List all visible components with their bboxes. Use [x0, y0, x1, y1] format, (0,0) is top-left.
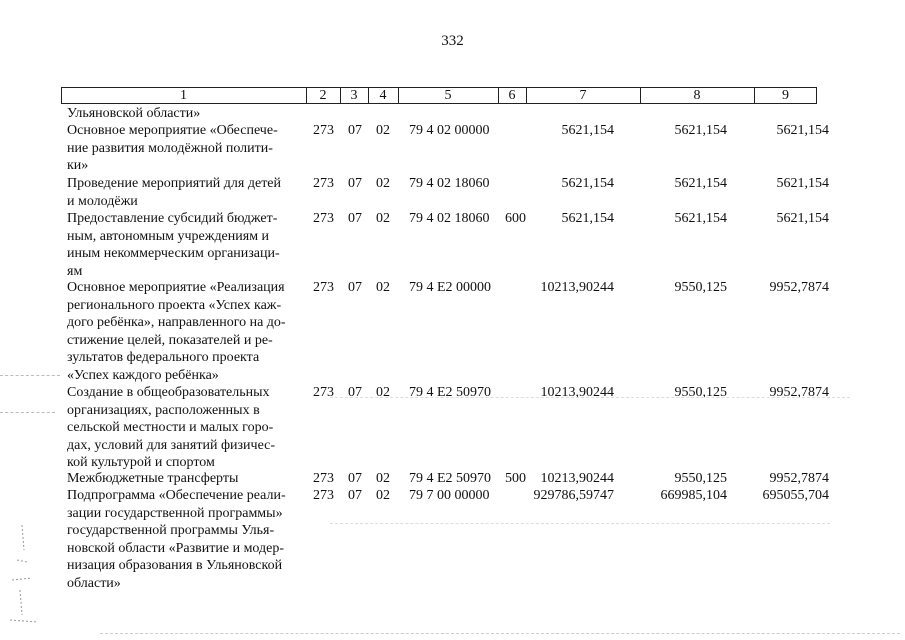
cell-amount-3: 695055,704 [762, 488, 829, 503]
cell-section: 07 [348, 280, 362, 295]
cell-subsection: 02 [376, 280, 390, 295]
description-line: Проведение мероприятий для детей [67, 176, 282, 191]
cell-amount-1: 5621,154 [561, 123, 614, 138]
description-line: Подпрограмма «Обеспечение реали- [67, 488, 286, 503]
cell-amount-3: 9952,7874 [769, 385, 829, 400]
cell-target-code: 79 4 02 00000 [409, 123, 490, 138]
description-line: дах, условий для занятий физичес- [67, 437, 276, 453]
header-cell-3: 3 [350, 88, 358, 103]
header-cell-8: 8 [693, 88, 701, 103]
cell-target-code: 79 4 E2 50970 [409, 385, 492, 400]
cell-section: 07 [348, 176, 362, 191]
cell-admin-code: 273 [313, 211, 334, 226]
header-cell-4: 4 [379, 88, 387, 103]
description-line: Ульяновской области» [67, 106, 201, 121]
description-line: кой культурой и спортом [67, 455, 215, 470]
page-number: 332 [441, 33, 464, 49]
cell-target-code: 79 4 02 18060 [409, 176, 490, 191]
header-cell-2: 2 [319, 88, 327, 103]
description-line: дого ребёнка», направленного на до- [67, 315, 286, 330]
description-line: «Успех каждого ребёнка» [67, 367, 219, 383]
row-description [67, 384, 304, 472]
cell-amount-3: 9952,7874 [769, 471, 829, 486]
scan-artifact [100, 633, 900, 634]
cell-amount-1: 5621,154 [561, 211, 614, 226]
cell-admin-code: 273 [313, 488, 334, 503]
row-description [67, 105, 304, 123]
scan-artifact [0, 412, 55, 413]
cell-admin-code: 273 [313, 123, 334, 138]
cell-admin-code: 273 [313, 471, 334, 486]
cell-subsection: 02 [376, 471, 390, 486]
cell-section: 07 [348, 385, 362, 400]
description-line: ки» [67, 158, 89, 173]
description-line: Создание в общеобразовательных [67, 385, 270, 400]
description-line: иным некоммерческим организаци- [67, 246, 280, 261]
cell-expense-type: 600 [505, 211, 526, 226]
description-line: зации государственной программы» [67, 505, 283, 521]
description-line: ние развития молодёжной полити- [67, 140, 273, 156]
cell-section: 07 [348, 211, 362, 226]
row-description [67, 279, 304, 384]
scan-artifact [330, 397, 850, 398]
description-line: стижение целей, показателей и ре- [67, 332, 273, 348]
description-line: Межбюджетные трансферты [67, 471, 239, 486]
cell-section: 07 [348, 488, 362, 503]
description-line: регионального проекта «Успех каж- [67, 297, 282, 313]
row-description [67, 175, 304, 210]
cell-amount-1: 5621,154 [561, 176, 614, 191]
description-line: зультатов федерального проекта [67, 350, 260, 365]
row-description [67, 470, 304, 488]
cell-target-code: 79 4 E2 50970 [409, 471, 492, 486]
description-line: новской области «Развитие и модер- [67, 540, 285, 556]
description-line: сельской местности и малых горо- [67, 420, 274, 435]
header-cell-7: 7 [579, 88, 587, 103]
description-line: и молодёжи [67, 193, 138, 209]
cell-amount-2: 669985,104 [660, 488, 727, 503]
cell-amount-1: 10213,90244 [540, 280, 614, 295]
cell-amount-3: 5621,154 [776, 176, 829, 191]
scan-artifact [330, 523, 830, 524]
cell-amount-1: 10213,90244 [540, 385, 614, 400]
cell-amount-3: 5621,154 [776, 123, 829, 138]
description-line: государственной программы Улья- [67, 523, 275, 538]
header-cell-5: 5 [444, 88, 452, 103]
cell-subsection: 02 [376, 176, 390, 191]
cell-admin-code: 273 [313, 385, 334, 400]
margin-marks [2, 520, 52, 630]
cell-section: 07 [348, 471, 362, 486]
cell-amount-2: 9550,125 [674, 471, 727, 486]
cell-target-code: 79 4 E2 00000 [409, 280, 492, 295]
cell-amount-3: 5621,154 [776, 211, 829, 226]
description-line: ным, автономным учреждениям и [67, 228, 270, 244]
cell-target-code: 79 4 02 18060 [409, 211, 490, 226]
cell-amount-2: 9550,125 [674, 280, 727, 295]
cell-amount-2: 9550,125 [674, 385, 727, 400]
description-line: Основное мероприятие «Реализация [67, 280, 285, 295]
cell-amount-2: 5621,154 [674, 123, 727, 138]
cell-amount-1: 10213,90244 [540, 471, 614, 486]
row-description [67, 210, 304, 280]
header-cell-9: 9 [782, 88, 789, 103]
row-description [67, 122, 304, 175]
cell-amount-3: 9952,7874 [769, 280, 829, 295]
scan-artifact [0, 375, 60, 376]
cell-admin-code: 273 [313, 176, 334, 191]
cell-admin-code: 273 [313, 280, 334, 295]
cell-subsection: 02 [376, 211, 390, 226]
cell-amount-2: 5621,154 [674, 176, 727, 191]
cell-subsection: 02 [376, 123, 390, 138]
description-line: ям [67, 263, 83, 279]
cell-amount-1: 929786,59747 [533, 488, 614, 503]
cell-expense-type: 500 [505, 471, 526, 486]
description-line: организациях, расположенных в [67, 402, 260, 418]
description-line: низация образования в Ульяновской [67, 558, 283, 573]
description-line: Предоставление субсидий бюджет- [67, 211, 278, 226]
cell-section: 07 [348, 123, 362, 138]
header-cell-1: 1 [180, 88, 187, 103]
cell-subsection: 02 [376, 488, 390, 503]
header-cell-6: 6 [508, 88, 516, 103]
cell-target-code: 79 7 00 00000 [409, 488, 490, 503]
cell-amount-2: 5621,154 [674, 211, 727, 226]
description-line: области» [67, 575, 121, 591]
cell-subsection: 02 [376, 385, 390, 400]
row-description [67, 487, 304, 592]
description-line: Основное мероприятие «Обеспече- [67, 123, 278, 138]
